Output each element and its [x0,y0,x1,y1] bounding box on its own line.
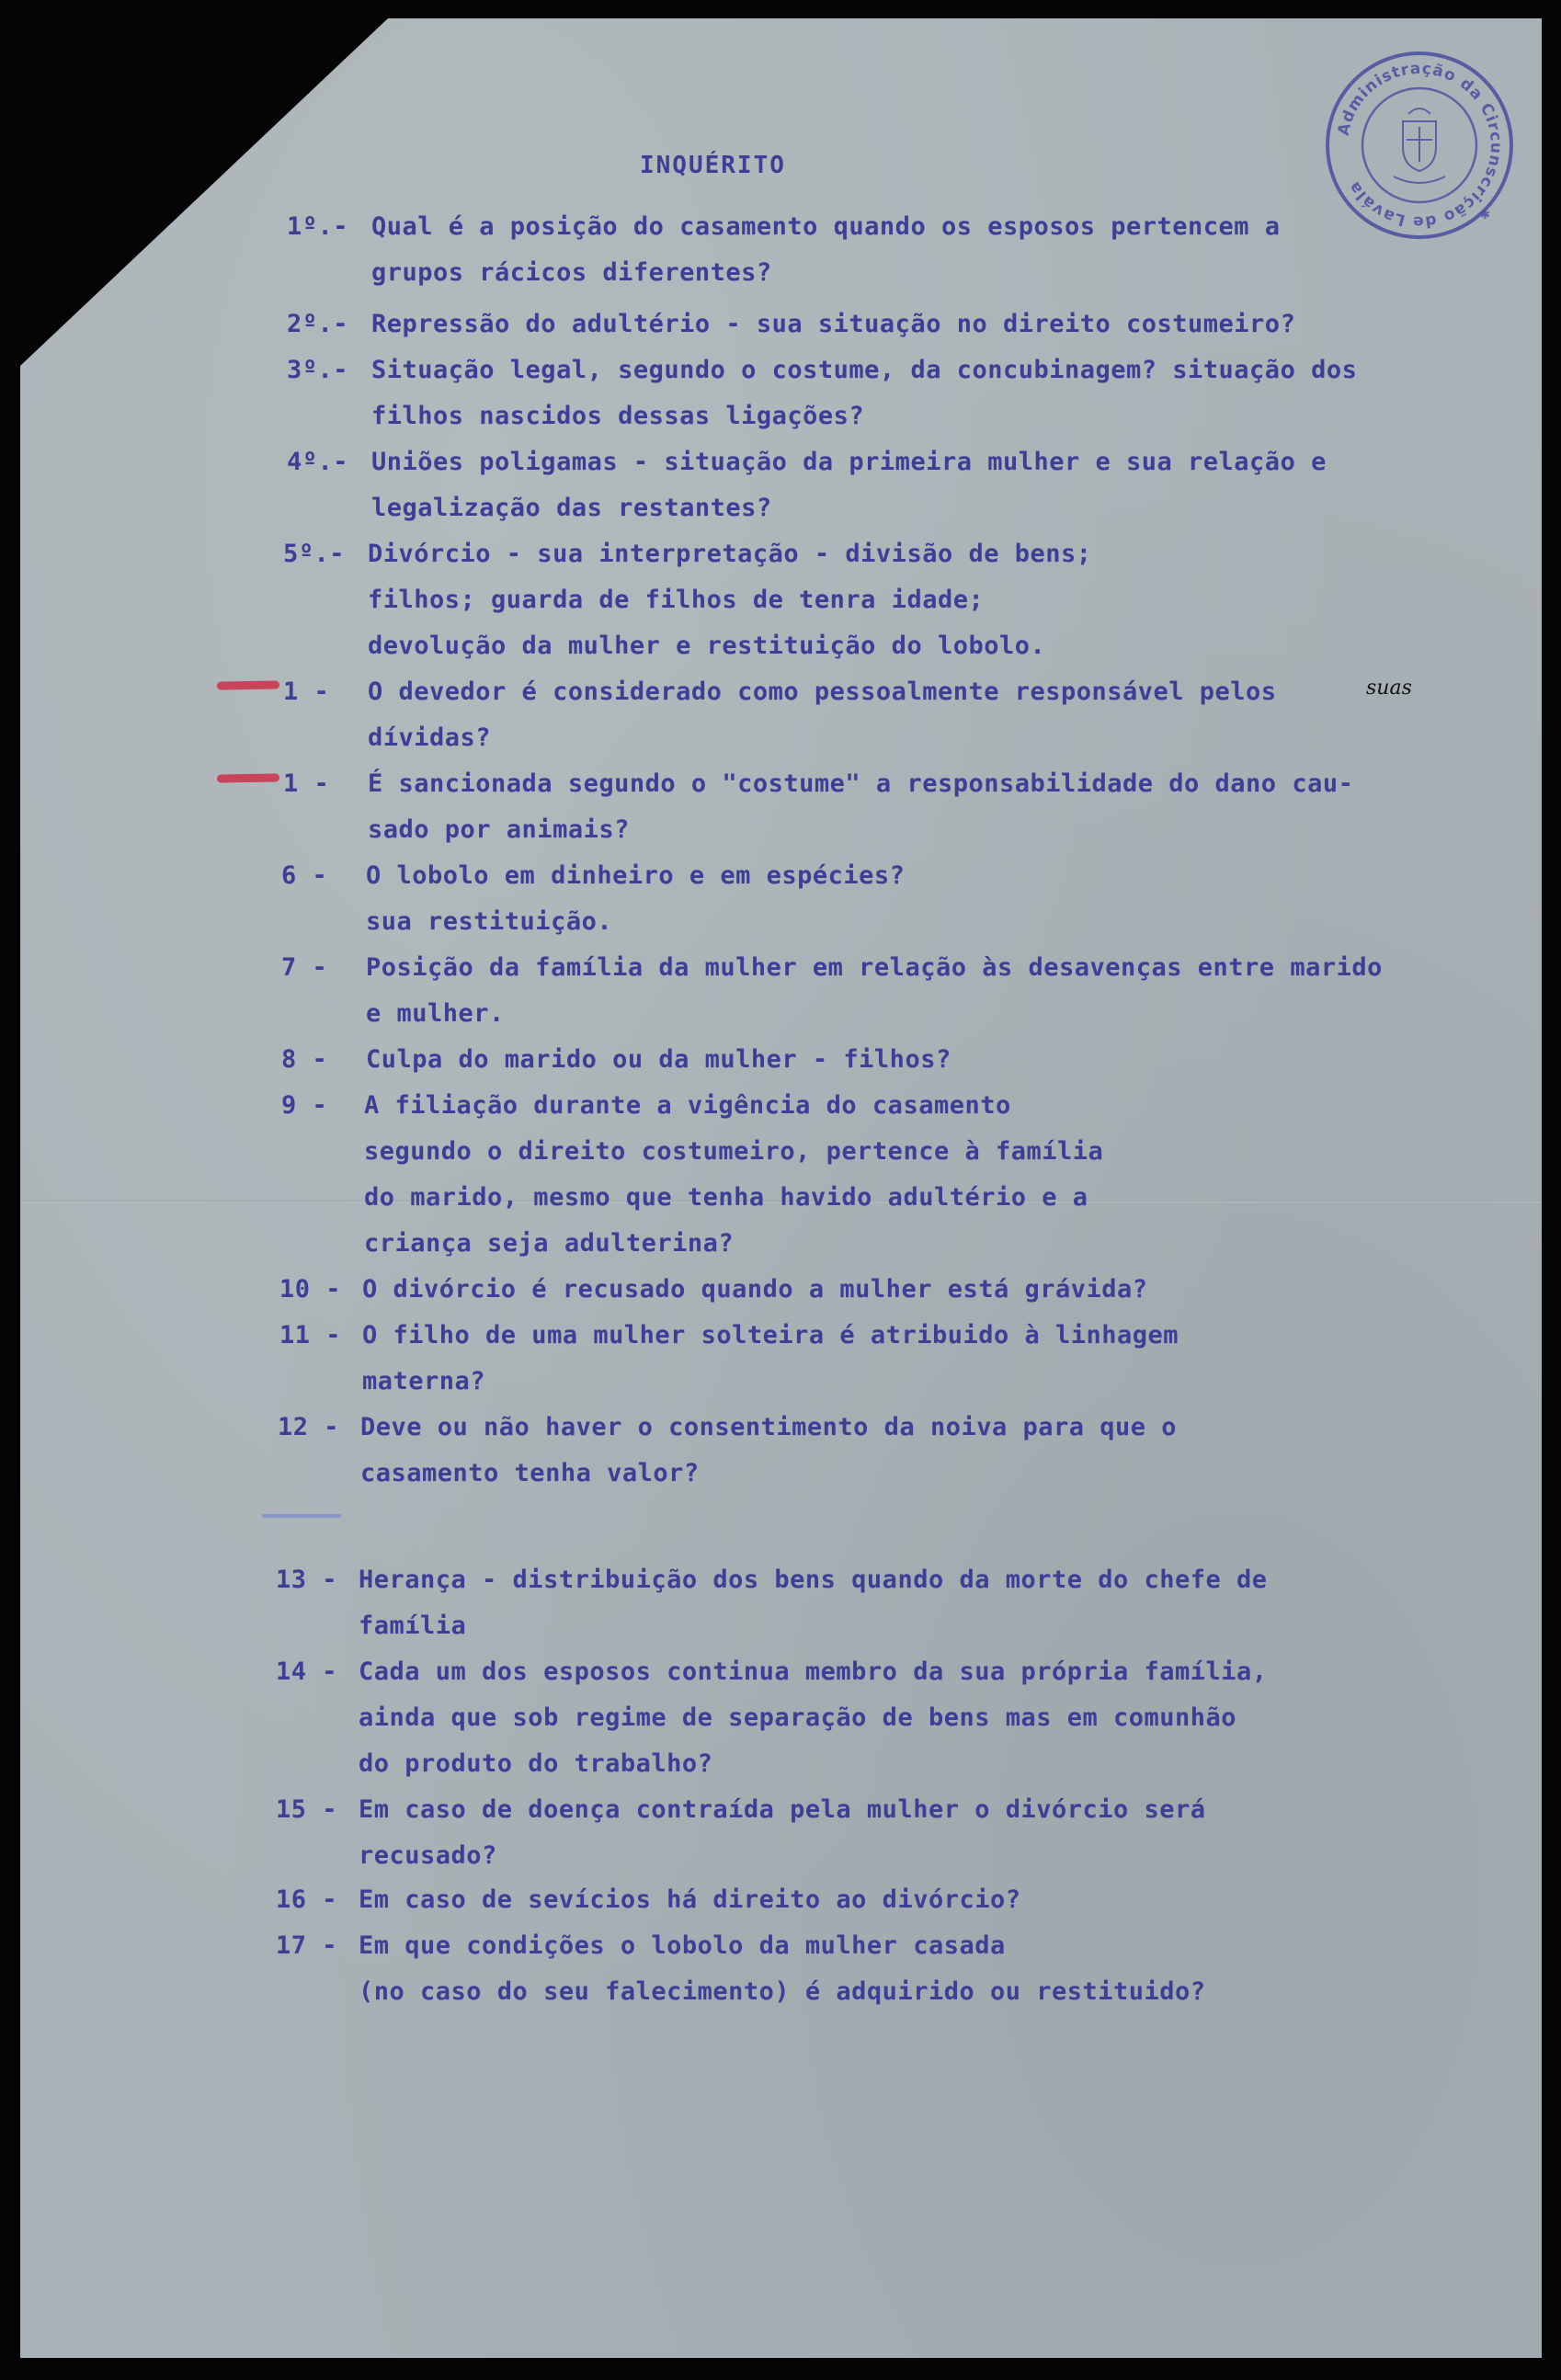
item-number: 12 - [278,1413,340,1441]
item-text-line: Qual é a posição do casamento quando os esposos pertencem a [371,212,1281,241]
item-text-line: Culpa do marido ou da mulher - filhos? [366,1045,951,1074]
red-pen-mark [217,773,279,782]
item-number: 1 - [283,678,330,706]
red-pen-mark [217,680,279,689]
seal-stamp [1322,48,1517,243]
item-text-line: O filho de uma mulher solteira é atribuido à linhagem [362,1321,1179,1349]
item-text-line: devolução da mulher e restituição do lobolo. [368,632,1046,660]
item-text-line: sua restituição. [366,907,613,936]
star-icon: ✱ [1480,204,1490,223]
item-text-line: Posição da família da mulher em relação às desavenças entre marido [366,953,1383,982]
coat-of-arms-icon [1394,108,1445,183]
item-text-line: O divórcio é recusado quando a mulher está grávida? [362,1275,1148,1304]
item-number: 13 - [276,1566,338,1594]
item-text-line: filhos nascidos dessas ligações? [371,402,865,430]
item-number: 8 - [281,1045,328,1074]
item-text-line: Divórcio - sua interpretação - divisão de bens; [368,540,1092,568]
item-text-line: Uniões poligamas - situação da primeira mulher e sua relação e [371,448,1327,476]
item-text-line: ainda que sob regime de separação de bens mas em comunhão [359,1703,1237,1732]
item-text-line: filhos; guarda de filhos de tenra idade; [368,586,985,614]
item-text-line: segundo o direito costumeiro, pertence à família [364,1137,1104,1166]
item-text-line: casamento tenha valor? [360,1459,700,1487]
item-text-line: Herança - distribuição dos bens quando da morte do chefe de [359,1566,1268,1594]
item-number: 1 - [283,769,330,798]
item-number: 9 - [281,1091,328,1120]
item-text-line: criança seja adulterina? [364,1229,735,1258]
handwritten-note: suas [1366,677,1412,700]
item-number: 16 - [276,1885,338,1914]
item-text-line: legalização das restantes? [371,494,772,522]
blue-pen-mark [262,1514,341,1518]
item-text-line: do produto do trabalho? [359,1749,713,1778]
item-text-line: Em caso de doença contraída pela mulher o divórcio será [359,1795,1206,1824]
document-title: INQUÉRITO [640,152,786,179]
item-text-line: do marido, mesmo que tenha havido adultério e a [364,1183,1088,1212]
seal-text: Administração da Circunscrição de Lavála [1334,59,1506,232]
item-text-line: dívidas? [368,723,492,752]
item-text-line: Situação legal, segundo o costume, da concubinagem? situação dos [371,356,1358,384]
item-number: 17 - [276,1931,338,1960]
item-number: 1º.- [287,212,349,241]
item-text-line: O lobolo em dinheiro e em espécies? [366,861,906,890]
item-text-line: A filiação durante a vigência do casamento [364,1091,1011,1120]
item-number: 2º.- [287,310,349,338]
item-text-line: família [359,1611,467,1640]
item-text-line: Repressão do adultério - sua situação no direito costumeiro? [371,310,1296,338]
item-text-line: grupos rácicos diferentes? [371,258,772,287]
item-number: 15 - [276,1795,338,1824]
item-number: 3º.- [287,356,349,384]
item-text-line: (no caso do seu falecimento) é adquirido ou restituido? [359,1977,1206,2006]
item-text-line: Em caso de sevícios há direito ao divórcio? [359,1885,1021,1914]
item-text-line: Em que condições o lobolo da mulher casada [359,1931,1006,1960]
item-text-line: É sancionada segundo o "costume" a responsabilidade do dano cau- [368,769,1354,798]
item-text-line: recusado? [359,1841,497,1870]
item-text-line: materna? [362,1367,486,1395]
item-number: 10 - [279,1275,342,1304]
item-number: 5º.- [283,540,346,568]
item-text-line: O devedor é considerado como pessoalmente responsável pelos [368,678,1277,706]
item-text-line: e mulher. [366,999,505,1028]
item-number: 4º.- [287,448,349,476]
item-text-line: sado por animais? [368,815,630,844]
item-number: 11 - [279,1321,342,1349]
item-text-line: Deve ou não haver o consentimento da noiva para que o [360,1413,1178,1441]
item-text-line: Cada um dos esposos continua membro da sua própria família, [359,1657,1268,1686]
item-number: 7 - [281,953,328,982]
item-number: 14 - [276,1657,338,1686]
item-number: 6 - [281,861,328,890]
